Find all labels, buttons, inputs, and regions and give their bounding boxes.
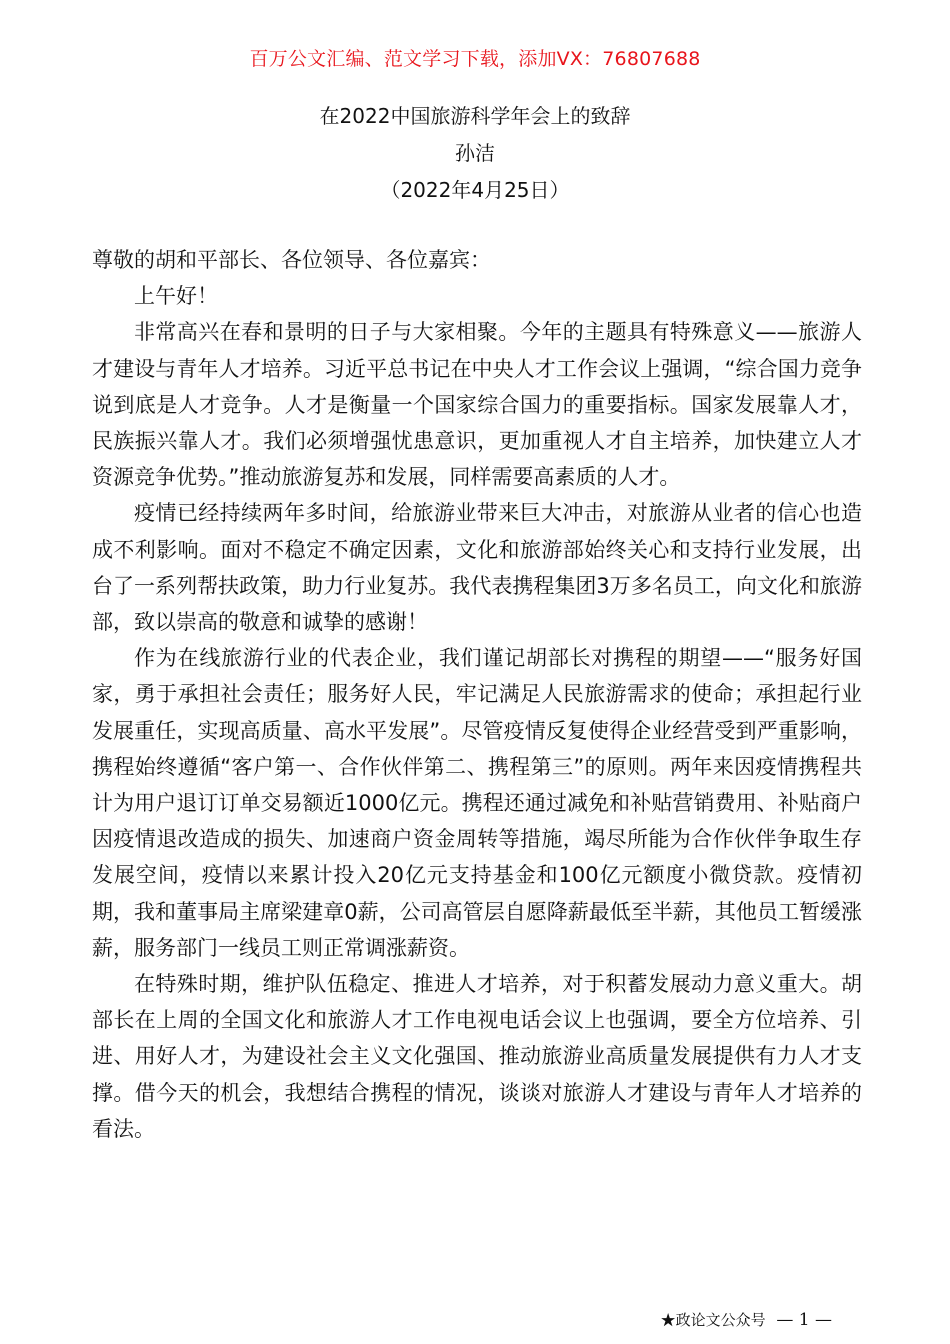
page-footer [661,1310,832,1330]
paragraph-ctrip-measures: 作为在线旅游行业的代表企业，我们谨记胡部长对携程的期望——“服务好国家，勇于承担社会责任；服务好人民，牢记满足人民旅游需求的使命；承担起行业发展重任，实现高质量、高水平发展”。尽管疫情反复使得企业经营受到严重影响，携程始终遵循“客户第一、合作伙伴第二、携程第三”的原则。两年来因疫情携程共计为用户退订订单交易额近1000亿元。携程还通过减免和补贴营销费用、补贴商户因疫情退改造成的损失、加速商户资金周转等措施，竭尽所能为合作伙伴争取生存发展空间，疫情以来累计投入20亿元支持基金和100亿元额度小微贷款。疫情初期，我和董事局主席梁建章0薪，公司高管层自愿降薪最低至半薪，其他员工暂缓涨薪，服务部门一线员工则正常调涨薪资。 [92,646,862,960]
paragraph-pandemic-impact: 疫情已经持续两年多时间，给旅游业带来巨大冲击，对旅游从业者的信心也造成不利影响。面对不稳定不确定因素，文化和旅游部始终关心和支持行业发展，出台了一系列帮扶政策，助力行业复苏。我代表携程集团3万多名员工，向文化和旅游部，致以崇高的敬意和诚挚的感谢！ [92,501,862,635]
salutation: 尊敬的胡和平部长、各位领导、各位嘉宾： [92,248,491,272]
watermark-banner: 百万公文汇编、范文学习下载，添加VX：76807688 [249,48,701,70]
paragraph-theme: 非常高兴在春和景明的日子与大家相聚。今年的主题具有特殊意义——旅游人才建设与青年人才培养。习近平总书记在中央人才工作会议上强调，“综合国力竞争说到底是人才竞争。人才是衡量一个国家综合国力的重要指标。国家发展靠人才，民族振兴靠人才。我们必须增强忧患意识，更加重视人才自主培养，加快建立人才资源竞争优势。”推动旅游复苏和发展，同样需要高素质的人才。 [92,320,862,490]
document-body [92,242,862,1147]
document-date: （2022年4月25日） [380,178,570,202]
footer-source: ★政论文公众号 [660,1311,766,1329]
page-number: — 1 — [776,1310,832,1330]
document-header [0,98,950,209]
paragraph-talent-training: 在特殊时期，维护队伍稳定、推进人才培养，对于积蓄发展动力意义重大。胡部长在上周的全国文化和旅游人才工作电视电话会议上也强调，要全方位培养、引进、用好人才，为建设社会主义文化强国、推动旅游业高质量发展提供有力人才支撑。借今天的机会，我想结合携程的情况，谈谈对旅游人才建设与青年人才培养的看法。 [92,972,862,1141]
document-author: 孙洁 [455,141,495,165]
document-title: 在2022中国旅游科学年会上的致辞 [319,104,631,128]
paragraph-greeting: 上午好！ [134,284,218,309]
